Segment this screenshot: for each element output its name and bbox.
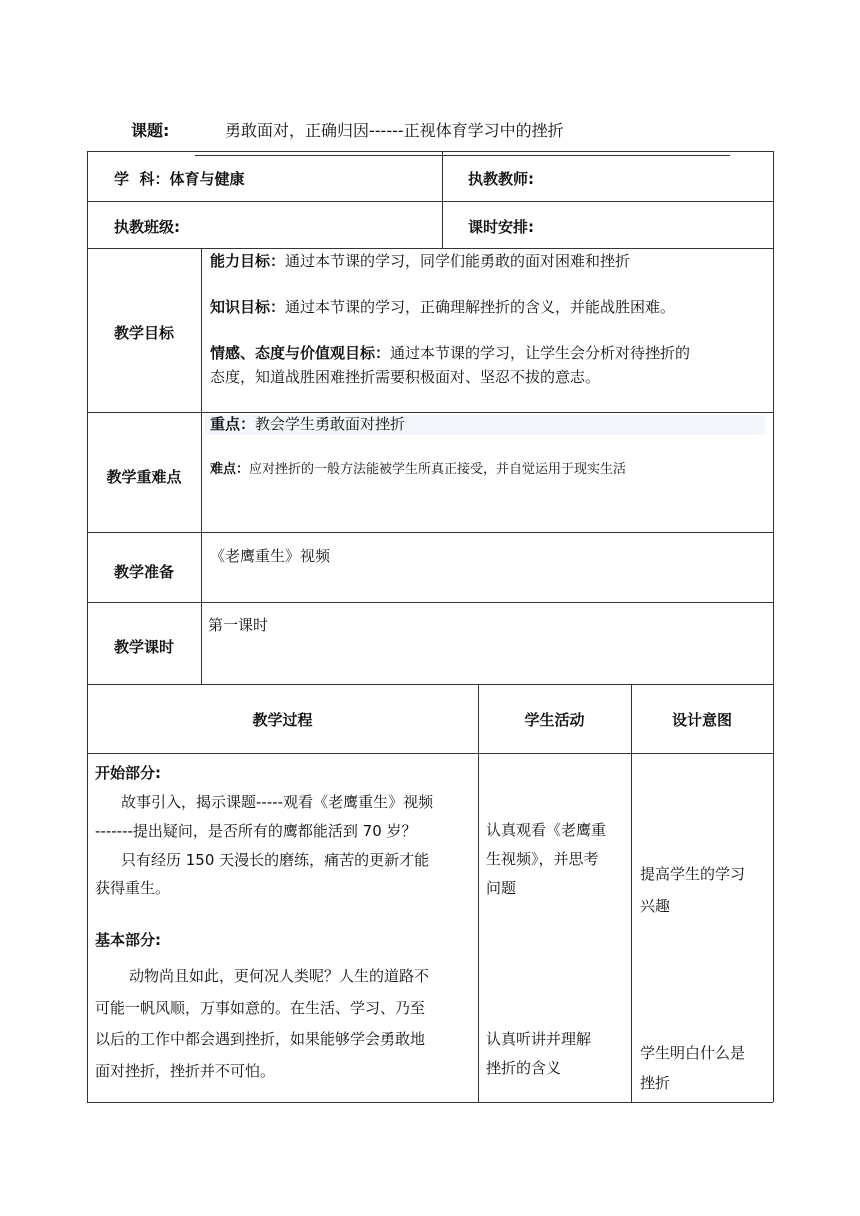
emotion-text-2: 态度，知道战胜困难挫折需要积极面对、坚忍不拔的意志。 [210, 368, 601, 386]
ability-text: 通过本节课的学习，同学们能勇敢的面对困难和挫折 [285, 252, 631, 270]
knowledge-objective [210, 295, 768, 319]
page-title: 勇敢面对，正确归因------正视体育学习中的挫折 [225, 121, 564, 140]
intent-1-line-2: 兴趣 [640, 897, 671, 915]
difficulty-point [210, 458, 768, 482]
row-divider [87, 753, 773, 754]
table-border-bottom [87, 1102, 773, 1103]
table-border-right [773, 151, 774, 1102]
knowledge-text: 通过本节课的学习，正确理解挫折的含义，并能战胜困难。 [285, 298, 676, 316]
row-divider [87, 684, 773, 685]
emotion-line-1 [210, 341, 770, 365]
preparation-label: 教学准备 [113, 563, 174, 581]
focus-text: 教会学生勇敢面对挫折 [255, 415, 406, 433]
knowledge-label: 知识目标： [210, 298, 286, 316]
row-divider [87, 532, 773, 533]
focus-point [210, 412, 768, 436]
subject-field: 学 科：体育与健康 [114, 170, 245, 188]
start-line-3: 只有经历 150 天漫长的磨练，痛苦的更新才能 [121, 851, 430, 869]
start-line-1: 故事引入，揭示课题-----观看《老鹰重生》视频 [121, 793, 434, 811]
basic-line-4: 面对挫折，挫折并不可怕。 [95, 1062, 276, 1080]
key-points-label: 教学重难点 [106, 468, 182, 486]
schedule-field: 课时安排: [468, 218, 534, 236]
row-divider [87, 602, 773, 603]
teacher-field: 执教教师: [468, 170, 534, 188]
col-divider [442, 151, 443, 248]
column-header-intent: 设计意图 [671, 711, 732, 729]
basic-line-3: 以后的工作中都会遇到挫折，如果能够学会勇敢地 [95, 1030, 426, 1048]
period-text: 第一课时 [208, 616, 269, 634]
col-divider [478, 684, 479, 1102]
activity-2-line-2: 挫折的含义 [486, 1059, 562, 1077]
activity-1-line-3: 问题 [486, 879, 517, 897]
ability-label: 能力目标： [210, 252, 286, 270]
start-line-2: -------提出疑问，是否所有的鹰都能活到 70 岁？ [95, 822, 417, 840]
intent-1-line-1: 提高学生的学习 [640, 865, 746, 883]
difficulty-label: 难点： [210, 462, 250, 477]
column-header-activity: 学生活动 [524, 711, 585, 729]
col-divider [631, 684, 632, 1102]
start-section-label: 开始部分: [95, 764, 161, 782]
title-label: 课题: [131, 121, 170, 140]
col-divider [201, 248, 202, 684]
intent-2-line-1: 学生明白什么是 [640, 1044, 746, 1062]
table-border-left [87, 151, 88, 1102]
basic-line-1: 动物尚且如此，更何况人类呢？人生的道路不 [129, 967, 430, 985]
activity-1-line-2: 生视频》，并思考 [486, 850, 599, 868]
preparation-text: 《老鹰重生》视频 [210, 547, 331, 565]
class-field: 执教班级: [114, 218, 180, 236]
title-underline [195, 155, 730, 156]
focus-label: 重点： [210, 415, 256, 433]
emotion-text-1: 通过本节课的学习，让学生会分析对待挫折的 [390, 344, 691, 362]
table-border-top [87, 151, 773, 152]
activity-1-line-1: 认真观看《老鹰重 [486, 821, 607, 839]
column-header-process: 教学过程 [252, 711, 313, 729]
objectives-label: 教学目标 [113, 324, 174, 342]
intent-2-line-2: 挫折 [640, 1074, 671, 1092]
ability-objective [210, 249, 768, 273]
difficulty-text: 应对挫折的一般方法能被学生所真正接受，并自觉运用于现实生活 [249, 462, 627, 477]
emotion-objective [210, 341, 770, 389]
basic-section-label: 基本部分: [95, 931, 161, 949]
period-label: 教学课时 [113, 638, 174, 656]
emotion-label: 情感、态度与价值观目标： [210, 344, 391, 362]
activity-2-line-1: 认真听讲并理解 [486, 1030, 592, 1048]
start-line-4: 获得重生。 [95, 879, 171, 897]
basic-line-2: 可能一帆风顺，万事如意的。在生活、学习、乃至 [95, 999, 426, 1017]
row-divider [87, 201, 773, 202]
